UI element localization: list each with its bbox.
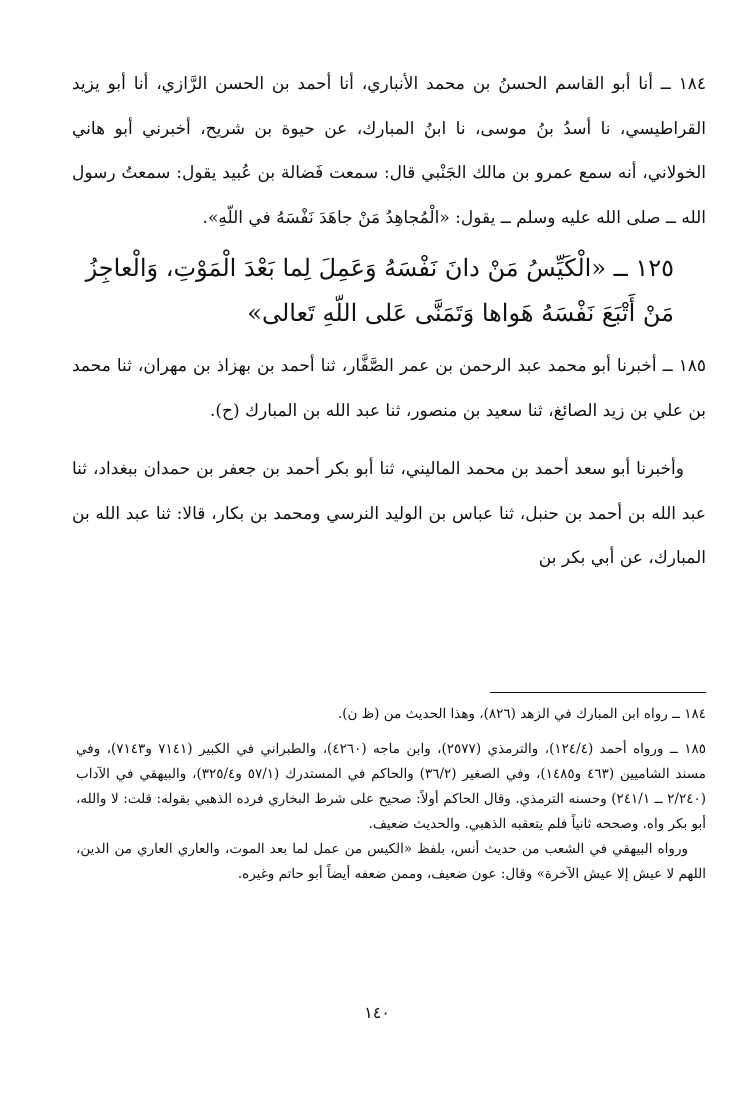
- paragraph-185-continued: وأخبرنا أبو سعد أحمد بن محمد الماليني، ثنا أبو بكر أحمد بن جعفر بن حمدان ببغداد، ثنا عبد الله بن أحمد بن حنبل، ثنا عباس بن الوليد النرسي ومحمد بن بكار، قالا: ثنا عبد الله بن المبارك، عن أبي بكر بن: [72, 459, 706, 568]
- page-number: ١٤٠: [364, 1003, 390, 1022]
- footnote-184: ١٨٤ ــ رواه ابن المبارك في الزهد (٨٢٦)، وهذا الحديث من (ظ ن).: [337, 706, 706, 722]
- paragraph-185: ١٨٥ ــ أخبرنا أبو محمد عبد الرحمن بن عمر الصَّفَّار، ثنا أحمد بن بهزاذ بن مهران، ثنا محمد بن علي بن زيد الصائغ، ثنا سعيد بن منصور، ثنا عبد الله بن المبارك (ح).: [72, 356, 706, 421]
- footnotes: [76, 702, 706, 887]
- main-text: [72, 62, 706, 581]
- footnote-185-continued: ورواه البيهقي في الشعب من حديث أنس، بلفظ «الكيس من عمل لما بعد الموت، والعاري العاري من الدين، اللهم لا عيش إلا عيش الآخرة» وقال: عون ضعيف، وممن ضعفه أيضاً أبو حاتم وغيره.: [76, 841, 706, 882]
- paragraph-184: ١٨٤ ــ أنا أبو القاسم الحسنُ بن محمد الأنباري، أنا أحمد بن الحسن الرَّازي، أنا أبو يزيد القراطيسي، نا أسدُ بنُ موسى، نا ابنُ المبارك، عن حيوة بن شريح، أخبرني أبو هاني الخولاني، أنه سمع عمرو بن مالك الجَنْبي قال: سمعت فَضالة بن عُبيد يقول: سمعتُ رسول الله ــ صلى الله عليه وسلم ــ يقول: «الْمُجاهِدُ مَنْ جاهَدَ نَفْسَهُ في اللّهِ».: [72, 74, 706, 228]
- hadith-125: ١٢٥ ــ «الْكَيِّسُ مَنْ دانَ نَفْسَهُ وَعَمِلَ لِما بَعْدَ الْمَوْتِ، وَالْعاجِزُ مَنْ أَتْبَعَ نَفْسَهُ هَواها وَتَمَنَّى عَلى اللّهِ تَعالى»: [85, 254, 674, 327]
- footnote-divider: [490, 692, 706, 693]
- footnote-185: ١٨٥ ــ ورواه أحمد (١٢٤/٤)، والترمذي (٢٥٧٧)، وابن ماجه (٤٢٦٠)، والطبراني في الكبير (٧١٤١ و٧١٤٣)، وفي مسند الشاميين (٤٦٣ و١٤٨٥)، وفي الصغير (٣٦/٢) والحاكم في المستدرك (٥٧/١ و٣٢٥/٤)، والبيهقي في الآداب (٢/٢٤٠ ــ ٢٤١/١) وحسنه الترمذي. وقال الحاكم أولاً: صحيح على شرط البخاري فرده الذهبي بقوله: قلت: لا والله، أبو بكر واه. وصححه ثانياً فلم يتعقبه الذهبي. والحديث ضعيف.: [76, 741, 707, 832]
